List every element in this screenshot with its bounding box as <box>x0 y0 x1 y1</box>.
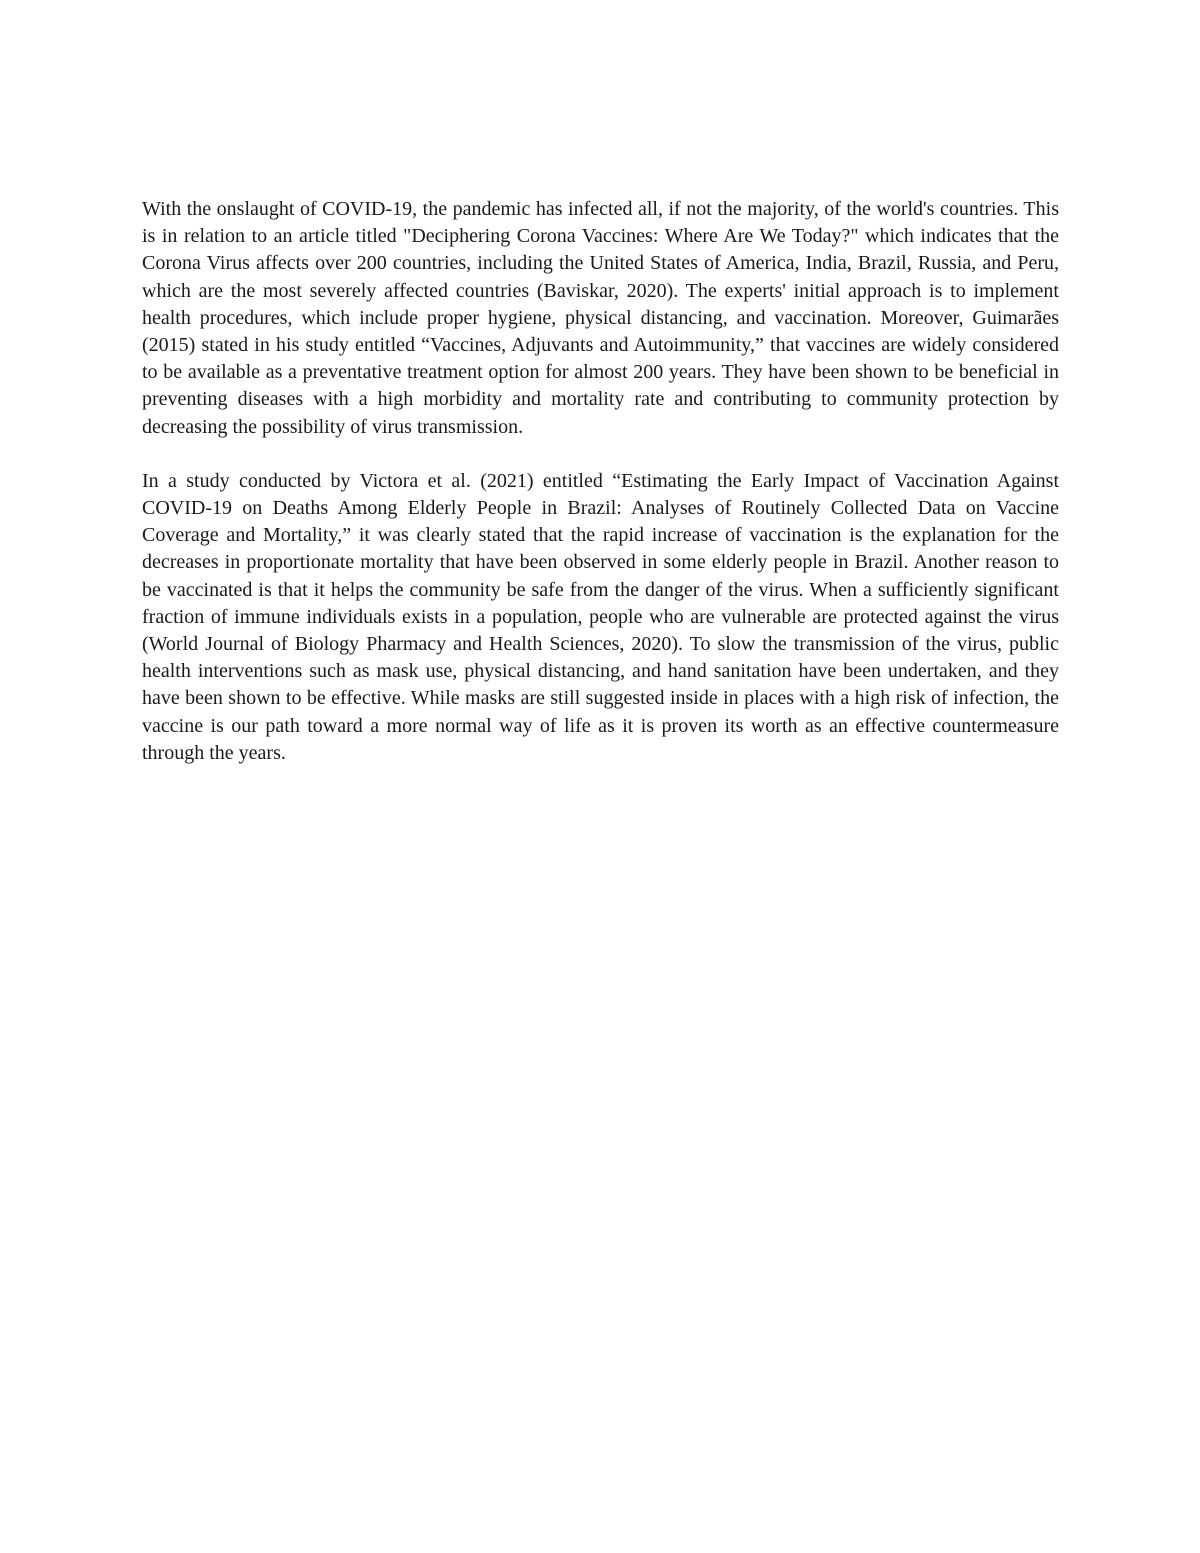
paragraph-2: In a study conducted by Victora et al. (2021) entitled “Estimating the Early Impact of Vaccination Against COVID-19 on Deaths Among Elderly People in Brazil: Analyses of Routinely Collected Data on Vaccine Coverage and Mortality,” it was clearly stated that the rapid increase of vaccination is the explanation for the decreases in proportionate mortality that have been observed in some elderly people in Brazil. Another reason to be vaccinated is that it helps the community be safe from the danger of the virus. When a sufficiently significant fraction of immune individuals exists in a population, people who are vulnerable are protected against the virus (World Journal of Biology Pharmacy and Health Sciences, 2020). To slow the transmission of the virus, public health interventions such as mask use, physical distancing, and hand sanitation have been undertaken, and they have been shown to be effective. While masks are still suggested inside in places with a high risk of infection, the vaccine is our path toward a more normal way of life as it is proven its worth as an effective countermeasure through the years. <box>142 469 1059 764</box>
paragraph-1: With the onslaught of COVID-19, the pandemic has infected all, if not the majority, of the world's countries. This is in relation to an article titled "Deciphering Corona Vaccines: Where Are We Today?" which indicates that the Corona Virus affects over 200 countries, including the United States of America, India, Brazil, Russia, and Peru, which are the most severely affected countries (Baviskar, 2020). The experts' initial approach is to implement health procedures, which include proper hygiene, physical distancing, and vaccination. Moreover, Guimarães (2015) stated in his study entitled “Vaccines, Adjuvants and Autoimmunity,” that vaccines are widely considered to be available as a preventative treatment option for almost 200 years. They have been shown to be beneficial in preventing diseases with a high morbidity and mortality rate and contributing to community protection by decreasing the possibility of virus transmission. <box>142 198 1059 438</box>
document-body <box>142 196 1059 794</box>
